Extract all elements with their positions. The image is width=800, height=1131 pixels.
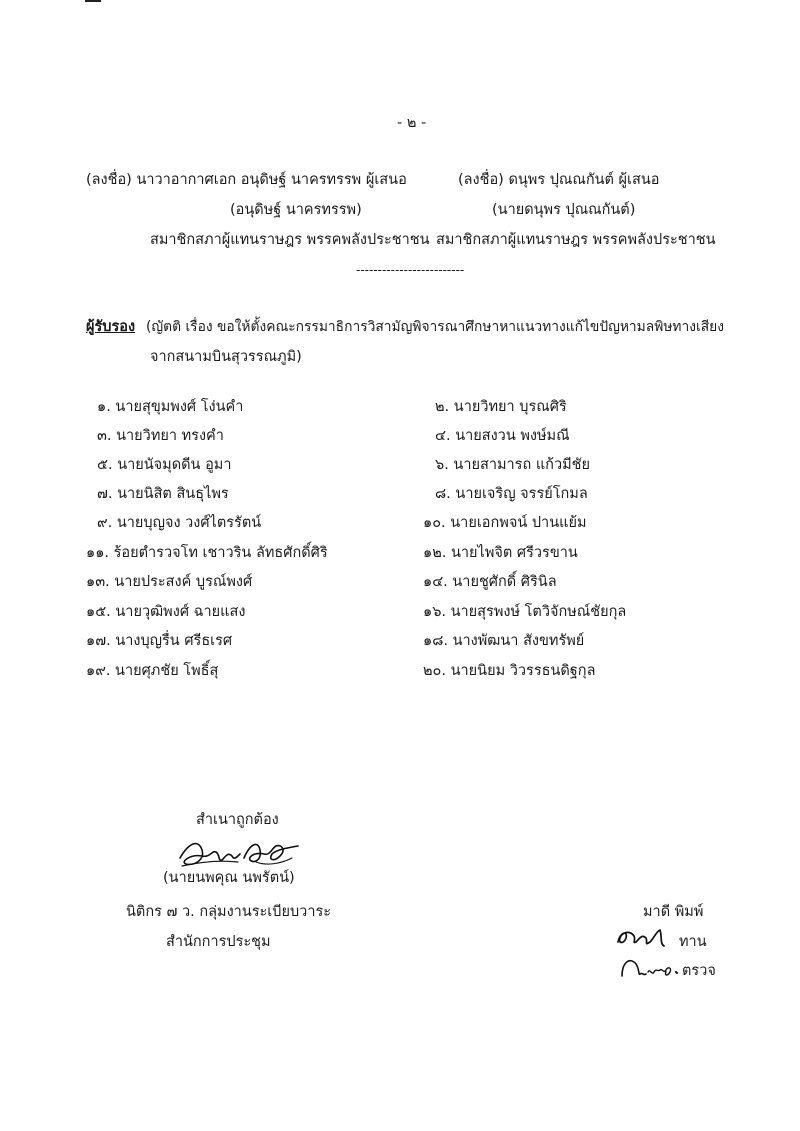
endorser-1: ๑. นายสุขุมพงศ์ โง่นคำ — [97, 399, 244, 415]
checked-label: ตรวจ — [682, 963, 716, 979]
certifier-name: (นายนพคุณ นพรัตน์) — [163, 870, 295, 886]
endorsers-heading: ผู้รับรอง — [86, 319, 136, 335]
endorser-6: ๖. นายสามารถ แก้วมีชัย — [435, 457, 591, 473]
endorser-7: ๗. นายนิสิต สินธุไพร — [97, 486, 229, 502]
endorser-12: ๑๒. นายไพจิต ศรีวรขาน — [423, 545, 578, 561]
section-separator: ------------------------- — [356, 263, 465, 277]
endorser-14: ๑๔. นายชูศักดิ์ ศิรินิล — [423, 574, 557, 590]
endorser-8: ๘. นายเจริญ จรรย์โกมล — [435, 486, 588, 502]
certifier-position: นิติกร ๗ ว. กลุ่มงานระเบียบวาระ — [126, 904, 332, 920]
endorser-10: ๑๐. นายเอกพจน์ ปานแย้ม — [423, 515, 587, 531]
endorser-4: ๔. นายสงวน พงษ์มณี — [435, 428, 570, 444]
checker-initials — [618, 954, 682, 982]
certified-copy-label: สำเนาถูกต้อง — [196, 812, 279, 828]
endorser-9: ๙. นายบุญจง วงศ์ไตรรัตน์ — [97, 515, 262, 531]
typist-line: มาดี พิมพ์ — [643, 904, 704, 920]
certifier-office: สำนักการประชุม — [166, 934, 271, 950]
endorser-3: ๓. นายวิทยา ทรงคำ — [97, 428, 224, 444]
endorser-13: ๑๓. นายประสงค์ บูรณ์พงศ์ — [86, 574, 253, 590]
proposer-1-role: สมาชิกสภาผู้แทนราษฎร พรรคพลังประชาชน — [150, 232, 430, 248]
endorser-17: ๑๗. นางบุญรื่น ศรีธเรศ — [86, 633, 233, 649]
endorser-16: ๑๖. นายสุรพงษ์ โตวิจักษณ์ชัยกุล — [423, 604, 627, 620]
proposer-2-name: (นายดนุพร ปุณณกันต์) — [492, 202, 636, 218]
proposer-1-sign-line: (ลงชื่อ) นาวาอากาศเอก อนุดิษฐ์ นาครทรรพ ผู้เสนอ — [86, 172, 407, 188]
scan-edge-mark — [85, 0, 101, 2]
endorser-20: ๒๐. นายนิยม วิวรรธนดิฐกุล — [423, 663, 596, 679]
proposer-2-role: สมาชิกสภาผู้แทนราษฎร พรรคพลังประชาชน — [436, 232, 716, 248]
endorser-15: ๑๕. นายวุฒิพงศ์ ฉายแสง — [86, 604, 246, 620]
endorser-5: ๕. นายนัจมุดดีน อูมา — [97, 457, 232, 473]
motion-line-1: (ญัตติ เรื่อง ขอให้ตั้งคณะกรรมาธิการวิสามัญพิจารณาศึกษาหาแนวทางแก้ไขปัญหามลพิษทางเสียง — [146, 319, 724, 335]
endorser-18: ๑๘. นางพัฒนา สังขทรัพย์ — [423, 633, 585, 649]
proposer-2-sign-line: (ลงชื่อ) ดนุพร ปุณณกันต์ ผู้เสนอ — [458, 172, 660, 188]
reviewer-initials — [614, 924, 672, 952]
endorser-2: ๒. นายวิทยา บุรณศิริ — [435, 399, 567, 415]
endorser-11: ๑๑. ร้อยตำรวจโท เชาวริน ลัทธศักดิ์ศิริ — [86, 545, 328, 561]
page-number: - ๒ - — [397, 115, 427, 131]
reviewed-label: ทาน — [679, 934, 707, 950]
motion-line-2: จากสนามบินสุวรรณภูมิ) — [150, 349, 302, 365]
endorser-19: ๑๙. นายศุภชัย โพธิ์สุ — [86, 663, 219, 679]
proposer-1-name: (อนุดิษฐ์ นาครทรรพ) — [230, 202, 362, 218]
